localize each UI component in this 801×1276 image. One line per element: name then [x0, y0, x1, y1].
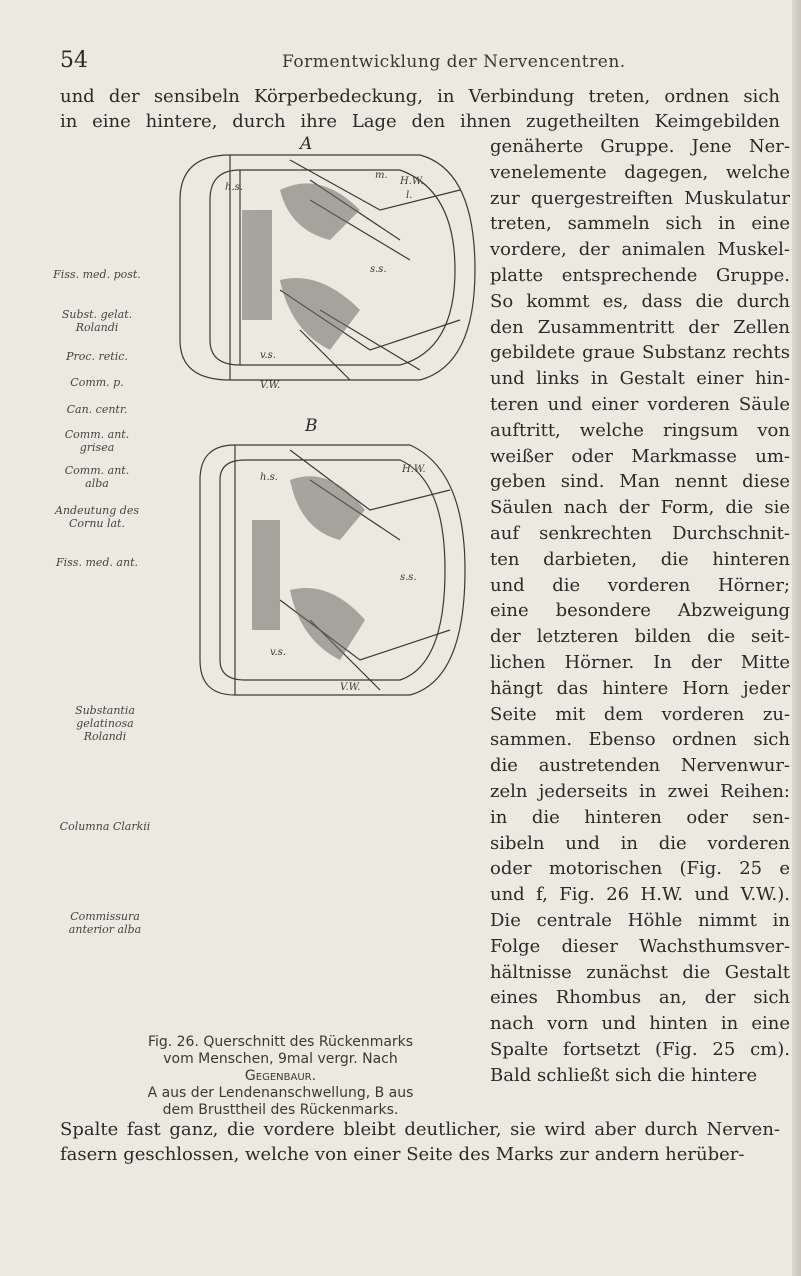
text-line: teren und einer vorderen Säule — [490, 394, 790, 415]
caption-line: A aus der Lendenanschwellung, B aus — [147, 1085, 414, 1101]
text-line: und f, Fig. 26 H.W. und V.W.). — [490, 884, 790, 906]
figure-a-letter: A — [300, 134, 313, 154]
fig-a-vw: V.W. — [260, 380, 281, 390]
running-title: Formentwicklung der Nervencentren. — [282, 52, 626, 72]
page-edge-shadow — [792, 0, 801, 1276]
figure-a-label: Fiss. med. post. — [53, 268, 141, 281]
text-line: in eine hintere, durch ihre Lage den ihnen zugetheilten Keimgebilden — [60, 111, 780, 132]
fig-a-m: m. — [375, 170, 388, 181]
text-line: So kommt es, dass die durch — [490, 290, 790, 312]
caption-line: Fig. 26. Querschnitt des Rückenmarks — [147, 1034, 414, 1050]
text-line: hältnisse zunächst die Gestalt — [490, 961, 790, 983]
figure-a-label: Subst. gelat. Rolandi — [61, 308, 133, 334]
text-line: und der sensibeln Körperbedeckung, in Verbindung treten, ordnen sich — [60, 86, 780, 107]
text-line: Spalte fast ganz, die vordere bleibt deutlicher, sie wird aber durch Nerven- — [60, 1119, 780, 1140]
caption-line: vom Menschen, 9mal vergr. Nach — [163, 1051, 398, 1067]
text-line: zeln jederseits in zwei Reihen: — [490, 781, 790, 802]
text-line: eines Rhombus an, der sich — [490, 987, 790, 1009]
caption-author: Gegenbaur. — [244, 1068, 317, 1084]
text-line: in die hinteren oder sen- — [490, 806, 790, 828]
text-line: der letzteren bilden die seit- — [490, 626, 790, 648]
text-line: vordere, der animalen Muskel- — [490, 239, 790, 261]
fig-a-vs: v.s. — [260, 350, 276, 361]
text-line: gebildete graue Substanz rechts — [490, 342, 790, 364]
text-line: lichen Hörner. In der Mitte — [490, 652, 790, 673]
figure-a-label: Fiss. med. ant. — [56, 556, 138, 569]
text-line: die austretenden Nervenwur- — [490, 755, 790, 777]
figure-b-letter: B — [305, 416, 318, 436]
text-line: Die centrale Höhle nimmt in — [490, 910, 790, 931]
text-line: sibeln und in die vorderen — [490, 832, 790, 854]
text-line: hängt das hintere Horn jeder — [490, 677, 790, 699]
figure-a-label: Andeutung des Cornu lat. — [55, 504, 139, 530]
caption-line: dem Brusttheil des Rückenmarks. — [162, 1102, 399, 1118]
figure-a-label: Comm. ant. grisea — [64, 428, 130, 454]
fig-b-vw: V.W. — [340, 682, 361, 693]
text-line: geben sind. Man nennt diese — [490, 471, 790, 493]
figure-b-drawing — [190, 440, 470, 700]
fig-a-hw: H.W. — [400, 176, 424, 187]
text-line: ten darbieten, die hinteren — [490, 548, 790, 570]
figure-b-label: Columna Clarkii — [59, 820, 151, 833]
text-line: oder motorischen (Fig. 25 e — [490, 858, 790, 880]
text-line: genäherte Gruppe. Jene Ner- — [490, 136, 790, 157]
fig-b-hw: H.W. — [402, 464, 426, 475]
fig-a-l: l. — [406, 190, 413, 201]
text-line: Seite mit dem vorderen zu- — [490, 703, 790, 725]
figure-a-label: Comm. p. — [70, 376, 124, 389]
fig-b-hs: h.s. — [260, 472, 278, 483]
fig-b-ss: s.s. — [400, 572, 417, 583]
text-line: zur quergestreiften Muskulatur — [490, 187, 790, 209]
text-line: den Zusammentritt der Zellen — [490, 316, 790, 338]
text-line: Bald schließt sich die hintere — [490, 1064, 758, 1086]
text-line: venelemente dagegen, welche — [490, 161, 790, 183]
text-line: Säulen nach der Form, die sie — [490, 497, 790, 519]
text-line: treten, sammeln sich in eine — [490, 213, 790, 235]
fig-b-vs: v.s. — [270, 647, 286, 658]
figure-a-label: Comm. ant. alba — [64, 464, 130, 490]
fig-a-hs: h.s. — [225, 182, 243, 193]
text-line: sammen. Ebenso ordnen sich — [490, 729, 790, 751]
text-line: fasern geschlossen, welche von einer Seite des Marks zur andern herüber- — [60, 1144, 745, 1165]
text-line: und links in Gestalt einer hin- — [490, 368, 790, 390]
text-line: eine besondere Abzweigung — [490, 600, 790, 622]
text-line: nach vorn und hinten in eine — [490, 1013, 790, 1035]
text-line: Folge dieser Wachsthumsver- — [490, 935, 790, 957]
fig-a-ss: s.s. — [370, 264, 387, 275]
figure-a-label: Can. centr. — [66, 403, 128, 416]
text-line: platte entsprechende Gruppe. — [490, 265, 790, 286]
figure-b-label: Substantia gelatinosa Rolandi — [75, 704, 135, 743]
figure-a-label: Proc. retic. — [66, 350, 128, 363]
text-line: Spalte fortsetzt (Fig. 25 cm). — [490, 1039, 790, 1060]
figure-a-drawing — [170, 150, 490, 390]
text-line: auftritt, welche ringsum von — [490, 419, 790, 441]
figure-caption — [78, 1034, 483, 1119]
page-number: 54 — [60, 48, 88, 73]
text-line: auf senkrechten Durchschnit- — [490, 523, 790, 544]
figure-b-label: Commissura anterior alba — [68, 910, 142, 936]
text-line: und die vorderen Hörner; — [490, 574, 790, 596]
text-line: weißer oder Markmasse um- — [490, 445, 790, 467]
